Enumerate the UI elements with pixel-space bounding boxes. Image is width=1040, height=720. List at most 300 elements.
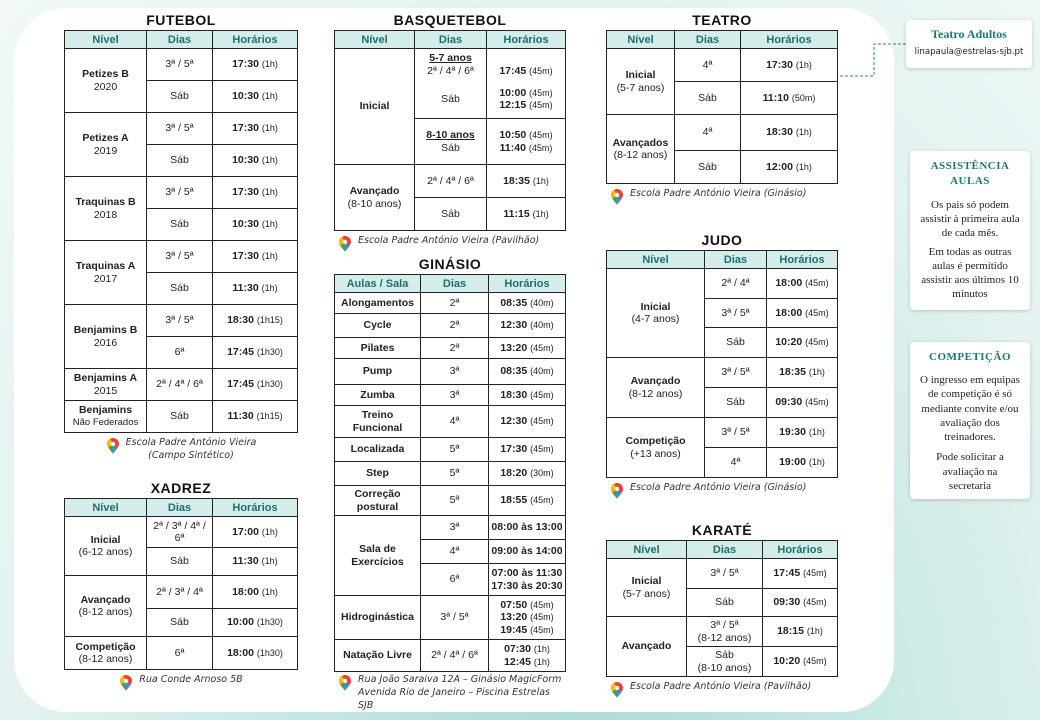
days-cell [687,559,763,589]
karate-section [606,520,838,698]
days-text: Sáb [170,90,189,103]
days-cell [147,609,213,637]
map-pin-icon [338,675,352,691]
days-cell [147,548,213,576]
days-cell [147,209,213,241]
duration-text: (1h) [261,283,278,294]
time-cell [213,241,298,273]
days-cell [147,145,213,177]
xadrez-table [64,498,298,670]
level-cell [65,177,147,241]
time-text: 12:30 [500,319,528,332]
level-cell [65,369,147,401]
level-detail: (5-7 anos) [616,81,665,94]
days-detail: (8-10 anos) [697,661,752,674]
box-text: Os pais só podem assistir à primeira aula de cada mês. [920,198,1020,240]
location-line: Rua Conde Arnoso 5B [139,674,243,685]
duration-text: (1h30) [256,647,283,658]
time-text: 07:50 [500,599,528,612]
time-text: 17:30 [500,443,528,456]
table-row [65,637,298,670]
table-row [335,385,566,406]
days-text: 3ª / 5ª [721,366,750,379]
col-header: Horários [489,275,566,293]
days-text: 2ª / 3ª / 4ª [156,585,203,598]
level-name: Traquinas A [75,260,136,273]
level-detail: (5-7 anos) [622,587,671,600]
days-text: 3ª / 5ª [165,58,194,71]
duration-text: (1h) [261,91,278,102]
table-row [335,406,566,438]
time-cell [741,151,838,184]
col-header: Dias [687,541,763,559]
level-cell [607,269,705,358]
level-detail: Não Federados [72,417,139,429]
map-pin-icon [610,189,624,205]
days-text: Sáb [170,616,189,629]
duration-text: (45m) [530,342,554,353]
days-text: Sáb [698,160,717,173]
time-cell [489,438,566,462]
level-name: Benjamins [78,404,133,416]
time-text: 10:20 [773,655,801,668]
level-name: Avançado [80,593,131,606]
time-text: 10:30 [232,154,259,167]
location-line: Avenida Rio de Janeiro – Piscina Estrelas SJB [358,686,550,711]
level-detail: (8-12 anos) [613,149,668,161]
days-text: Sáb [715,649,734,662]
map-pin-icon [106,438,120,454]
location-line: Escola Padre António Vieira (Ginásio) [630,188,807,199]
table-row [607,269,838,299]
days-text: 3ª / 5ª [165,186,194,199]
days-cell [147,637,213,670]
col-header: Horários [213,499,298,517]
days-text: 4ª [702,58,713,71]
level-detail: 2017 [93,272,118,285]
duration-text: (40m) [530,366,554,377]
level-detail: 2015 [93,384,118,397]
days-cell [147,113,213,145]
time-text: 11:30 [232,555,259,568]
class-cell: Hidroginástica [335,596,421,640]
days-text: Sáb [170,154,189,167]
time-text: 18:30 [766,126,793,139]
days-text: Sáb [726,396,745,409]
class-cell: Alongamentos [335,293,421,314]
duration-text: (45m) [805,397,829,408]
level-cell [65,401,147,433]
duration-text: (1h30) [256,617,283,628]
time-text: 08:35 [500,296,528,309]
time-cell [213,81,298,113]
duration-text: (1h) [261,219,278,230]
table-row [607,358,838,388]
days-detail: (8-12 anos) [697,631,752,644]
col-header: Aulas / Sala [335,275,421,293]
days-text: 6ª [174,346,185,359]
level-cell [607,115,675,184]
table-row [335,359,566,385]
dashed-connector [838,40,910,80]
level-cell: Inicial [335,49,415,165]
time-text: 11:30 [232,282,259,295]
judo-table [606,250,838,478]
level-name: Inicial [640,300,671,313]
days-cell [147,305,213,337]
days-text: 3ª / 5ª [710,567,739,580]
days-cell [705,388,767,418]
time-cell [489,406,566,438]
time-cell [213,337,298,369]
duration-text: (45m) [530,624,554,635]
class-cell: Natação Livre [335,640,421,672]
time-cell [767,418,838,448]
table-row [65,369,298,401]
duration-text: (1h) [795,127,812,138]
level-cell [65,241,147,305]
days-cell: 3ª [421,385,489,406]
level-cell [607,418,705,478]
col-header: Nível [607,541,687,559]
days-cell [705,418,767,448]
level-name: Avançado [621,640,672,653]
table-row [335,438,566,462]
table-row [335,486,566,516]
time-cell [767,358,838,388]
days-text: Sáb [715,596,734,609]
table-row [335,596,566,640]
level-detail: (+13 anos) [630,447,681,460]
duration-text: (1h) [261,586,278,597]
col-header: Horários [763,541,838,559]
level-detail: 2016 [93,336,118,349]
time-text: 08:35 [500,365,528,378]
map-pin-icon [119,675,133,691]
days-cell [687,647,763,677]
duration-text: (1h30) [256,379,283,390]
table-row [335,516,566,540]
box-text: Em todas as outras aulas é permitido assistir aos últimos 10 minutos [921,245,1019,301]
days-text: 3ª / 5ª [165,122,194,135]
days-cell [147,576,213,609]
duration-text: (45m) [529,66,553,76]
class-cell: Sala de Exercícios [335,516,421,596]
duration-text: (1h) [806,626,823,637]
table-row [335,293,566,314]
days-text: 4ª [702,126,713,139]
time-text: 07:00 às 11:30 [491,567,563,580]
days-cell: 6ª [421,564,489,596]
duration-text: (45m) [529,130,553,141]
class-cell: Pilates [335,338,421,359]
level-cell [607,617,687,677]
duration-text: (45m) [529,87,553,98]
level-name: Inicial [631,575,662,588]
section-title: BASQUETEBOL [393,12,507,28]
map-pin-icon [338,236,352,252]
teatro-adultos-box [906,20,1032,68]
location [64,437,298,463]
time-text: 17:00 [232,525,259,538]
contact-email[interactable]: linapaula@estrelas-sjb.pt [914,47,1024,57]
days-cell [705,269,767,299]
duration-text: (40m) [530,297,554,308]
table-row [607,115,838,151]
competicao-box [910,342,1030,499]
xadrez-section [64,478,298,691]
time-cell [213,369,298,401]
basquetebol-section [334,10,566,252]
time-text: 18:35 [779,366,806,379]
level-detail: (4-7 anos) [631,313,680,325]
duration-text: (1h30) [256,347,283,358]
assistencia-box [910,151,1030,310]
days-cell [147,49,213,81]
days-text: Sáb [170,218,189,231]
duration-text: (1h) [261,251,278,262]
location [334,235,566,252]
time-text: 11:10 [762,91,789,104]
duration-text: (1h) [808,457,825,468]
section-title: FUTEBOL [146,12,216,28]
col-header: Nível [65,499,147,517]
location [606,482,838,499]
level-detail: 2020 [93,80,118,93]
location-line: Rua João Saraiva 12A – Ginásio MagicForm [358,674,562,685]
days-text: 2ª / 4ª / 6ª [156,378,203,391]
class-cell: Zumba [335,385,421,406]
duration-text: (40m) [530,320,554,331]
days-cell [415,49,487,165]
days-text: 3ª / 5ª [165,250,194,263]
duration-text: (1h) [533,644,550,655]
time-text: 10:30 [232,90,259,103]
class-cell: Step [335,462,421,486]
level-cell [65,49,147,113]
time-cell [213,401,298,433]
duration-text: (1h) [795,161,812,172]
days-cell [147,177,213,209]
duration-text: (50m) [791,92,816,103]
duration-text: (45m) [803,656,827,667]
time-cell [767,388,838,418]
days-cell: 3ª [421,516,489,540]
days-text: Sáb [170,282,189,295]
days-cell [147,337,213,369]
time-cell [763,647,838,677]
time-cell: 18:35 (1h) [487,165,566,198]
duration-text: (30m) [530,468,554,479]
days-cell: 2ª [421,314,489,338]
time-text: 18:20 [500,467,528,480]
level-name: Competição [625,435,686,448]
location [606,188,838,205]
box-text: Pode solicitar a avaliação na secretaria [936,451,1004,493]
time-text: 17:45 [773,567,801,580]
duration-text: (45m) [805,278,829,289]
time-cell [763,617,838,647]
level-detail: (8-12 anos) [78,606,133,618]
time-cell [767,448,838,478]
time-text: 08:00 às 13:00 [491,521,563,534]
time-cell [741,49,838,82]
time-text: 09:30 [775,396,803,409]
time-text: 17:30 [232,122,259,135]
days-text: 2ª / 4ª / 6ª [427,64,474,77]
karate-table [606,540,838,677]
time-cell [213,637,298,670]
table-row [335,314,566,338]
level-detail: (8-12 anos) [78,653,133,665]
time-cell [767,328,838,358]
time-cell [489,640,566,672]
time-text: 11:30 [227,410,254,423]
days-cell [675,82,741,115]
col-header: Dias [147,31,213,49]
duration-text: (45m) [805,307,829,318]
time-cell [741,115,838,151]
duration-text: (1h) [795,59,812,70]
table-row [65,177,298,209]
class-cell: Localizada [335,438,421,462]
days-cell [675,49,741,82]
time-cell [213,113,298,145]
table-row [607,49,838,82]
time-cell [489,462,566,486]
days-cell: 3ª / 5ª [421,596,489,640]
time-cell [213,609,298,637]
age-group-label: 8-10 anos [426,129,475,142]
days-cell [687,617,763,647]
location-line: Escola Padre António Vieira [125,437,257,448]
days-cell [147,517,213,548]
days-text: 2ª / 4ª [721,277,750,290]
col-header: Horários [487,31,566,49]
time-cell [489,338,566,359]
time-text: 17:30 [232,186,259,199]
days-cell [147,401,213,433]
duration-text: (1h) [808,367,825,378]
teatro-section [606,10,838,205]
days-cell [687,589,763,617]
time-text: 18:55 [500,494,528,507]
duration-text: (45m) [529,100,553,110]
time-text: 12:00 [766,160,793,173]
days-cell: 2ª [421,293,489,314]
duration-text: (1h) [261,123,278,134]
time-cell: 11:15 (1h) [487,198,566,231]
time-text: 07:30 [504,643,531,656]
location [334,674,566,712]
duration-text: (45m) [530,389,554,400]
days-cell: 3ª [421,359,489,385]
section-title: XADREZ [150,480,212,496]
days-text: Sáb [441,141,460,154]
duration-text: (1h) [261,187,278,198]
days-cell [147,241,213,273]
level-detail: (8-12 anos) [628,387,683,400]
time-cell [767,299,838,328]
time-cell [213,145,298,177]
table-row [65,517,298,548]
level-name: Benjamins B [73,324,138,337]
level-cell: Avançado (8-10 anos) [335,165,415,231]
table-row [65,401,298,433]
box-title: ASSISTÊNCIA AULAS [930,160,1010,187]
time-cell [489,596,566,640]
time-cell [741,82,838,115]
time-text: 09:00 às 14:00 [491,545,563,558]
time-text: 12:30 [500,415,528,428]
duration-text: (45m) [530,444,554,455]
duration-text: (1h) [808,427,825,438]
time-text: 11:40 [499,141,526,154]
time-cell [489,516,566,540]
age-group-label: 5-7 anos [429,52,472,65]
level-cell [65,305,147,369]
table-row [607,617,838,647]
level-cell [607,559,687,617]
time-cell [213,49,298,81]
days-cell: 5ª [421,486,489,516]
time-text: 17:30 às 20:30 [491,579,563,592]
days-text: 3ª / 5ª [165,314,194,327]
days-cell: 5ª [421,462,489,486]
time-text: 18:15 [777,625,804,638]
time-text: 19:00 [779,456,806,469]
table-row [65,576,298,609]
level-name: Competição [75,640,136,653]
duration-text: (1h) [261,155,278,166]
ginasio-section [334,254,566,712]
level-cell [607,49,675,115]
section-title: TEATRO [692,12,752,28]
location [64,674,298,691]
table-row [607,418,838,448]
duration-text: (45m) [805,337,829,348]
duration-text: (1h) [533,656,550,667]
time-text: 10:50 [499,129,527,142]
location-line: (Campo Sintético) [148,449,234,461]
time-text: 17:45 [499,65,527,77]
time-text: 10:30 [232,218,259,231]
col-header: Nível [65,31,147,49]
time-cell [213,177,298,209]
col-header: Horários [213,31,298,49]
level-detail: 2019 [93,144,118,157]
time-text: 10:20 [775,336,803,349]
duration-text: (45m) [530,495,554,506]
time-cell [213,273,298,305]
duration-text: (45m) [530,600,554,611]
location-line: Escola Padre António Vieira (Pavilhão) [358,235,540,246]
level-cell [65,637,147,670]
days-cell [705,328,767,358]
table-row [65,49,298,81]
days-text: Sáb [170,410,189,423]
table-row [65,305,298,337]
level-detail: 2018 [93,208,118,221]
days-text: 3ª / 5ª [721,426,750,439]
days-cell [705,299,767,328]
days-cell: 2ª / 4ª / 6ª [415,165,487,198]
days-cell: 4ª [421,540,489,564]
col-header: Nível [607,251,705,269]
time-text: 18:00 [775,277,803,290]
days-cell [675,115,741,151]
time-text: 13:20 [500,341,528,354]
